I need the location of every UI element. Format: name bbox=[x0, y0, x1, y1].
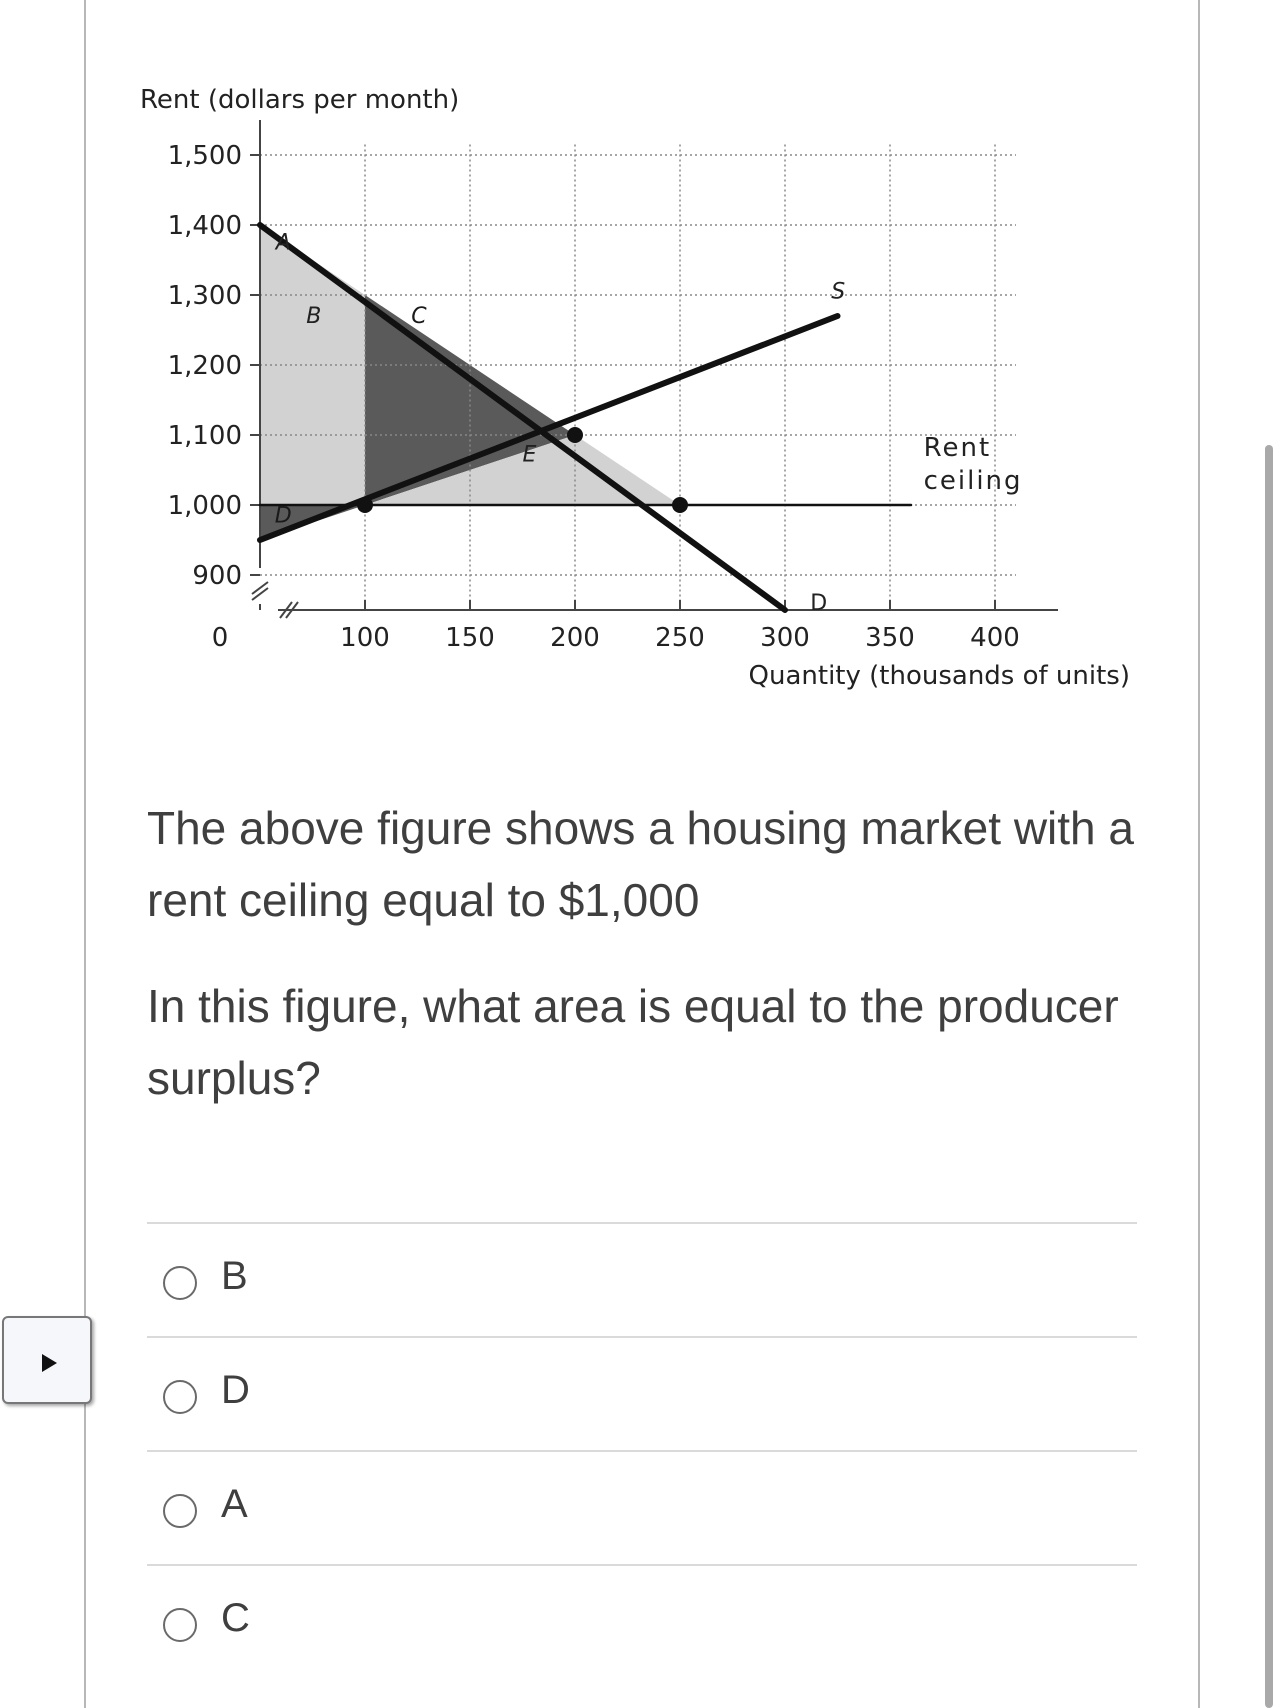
radio-button-icon[interactable] bbox=[163, 1608, 197, 1642]
answer-option-a[interactable] bbox=[147, 1452, 1137, 1564]
answer-option-b[interactable] bbox=[147, 1224, 1137, 1336]
radio-button-icon[interactable] bbox=[163, 1494, 197, 1528]
question-prompt-text: In this figure, what area is equal to the producer surplus? bbox=[147, 980, 1119, 1104]
question-context-text: The above figure shows a housing market with a rent ceiling equal to $1,000 bbox=[147, 802, 1134, 926]
x-tick-label: 150 bbox=[445, 623, 495, 653]
radio-button-icon[interactable] bbox=[163, 1380, 197, 1414]
radio-button-icon[interactable] bbox=[163, 1266, 197, 1300]
x-tick-label: 350 bbox=[865, 623, 915, 653]
annotation-label: D bbox=[274, 503, 292, 529]
answer-label: B bbox=[221, 1254, 248, 1298]
x-tick-label: 300 bbox=[760, 623, 810, 653]
y-tick-label: 1,100 bbox=[167, 421, 242, 451]
content-frame-left-border bbox=[84, 0, 86, 1708]
annotation-label: C bbox=[411, 304, 427, 329]
annotation-label: ceiling bbox=[923, 465, 1023, 496]
y-tick-label: 900 bbox=[192, 561, 242, 591]
x-tick-label: 200 bbox=[550, 623, 600, 653]
annotation-label: D bbox=[810, 591, 828, 616]
scrollbar[interactable] bbox=[1265, 445, 1273, 1708]
x-tick-label: 250 bbox=[655, 623, 705, 653]
data-point-1 bbox=[567, 427, 583, 443]
y-tick-label: 1,500 bbox=[167, 141, 242, 171]
annotation-label: S bbox=[831, 279, 846, 305]
answer-label: D bbox=[221, 1368, 250, 1412]
y-tick-label: 1,200 bbox=[167, 351, 242, 381]
data-point-2 bbox=[672, 497, 688, 513]
answer-option-c[interactable] bbox=[147, 1566, 1137, 1678]
y-axis-break-icon bbox=[252, 582, 268, 600]
x-axis-title: Quantity (thousands of units) bbox=[748, 661, 1130, 691]
answer-option-d[interactable] bbox=[147, 1338, 1137, 1450]
annotation-label: B bbox=[306, 304, 322, 329]
y-axis-title: Rent (dollars per month) bbox=[140, 85, 460, 115]
y-tick-label: 1,300 bbox=[167, 281, 242, 311]
sidebar-toggle-button[interactable] bbox=[2, 1316, 92, 1404]
y-tick-label: 1,400 bbox=[167, 211, 242, 241]
annotation-label: A bbox=[275, 230, 291, 256]
content-frame-right-border bbox=[1198, 0, 1200, 1708]
housing-market-chart bbox=[130, 70, 1140, 770]
answer-label: A bbox=[221, 1482, 248, 1526]
housing-market-figure bbox=[130, 70, 1140, 770]
answer-label: C bbox=[221, 1596, 250, 1640]
answer-options bbox=[147, 1222, 1137, 1678]
x-tick-label: 100 bbox=[340, 623, 390, 653]
annotation-label: Rent bbox=[923, 433, 992, 463]
data-point-0 bbox=[357, 497, 373, 513]
annotation-label: E bbox=[522, 442, 537, 468]
x-tick-label: 400 bbox=[970, 623, 1020, 653]
origin-label: 0 bbox=[211, 623, 229, 653]
y-tick-label: 1,000 bbox=[167, 491, 242, 521]
play-triangle-icon bbox=[42, 1354, 57, 1372]
